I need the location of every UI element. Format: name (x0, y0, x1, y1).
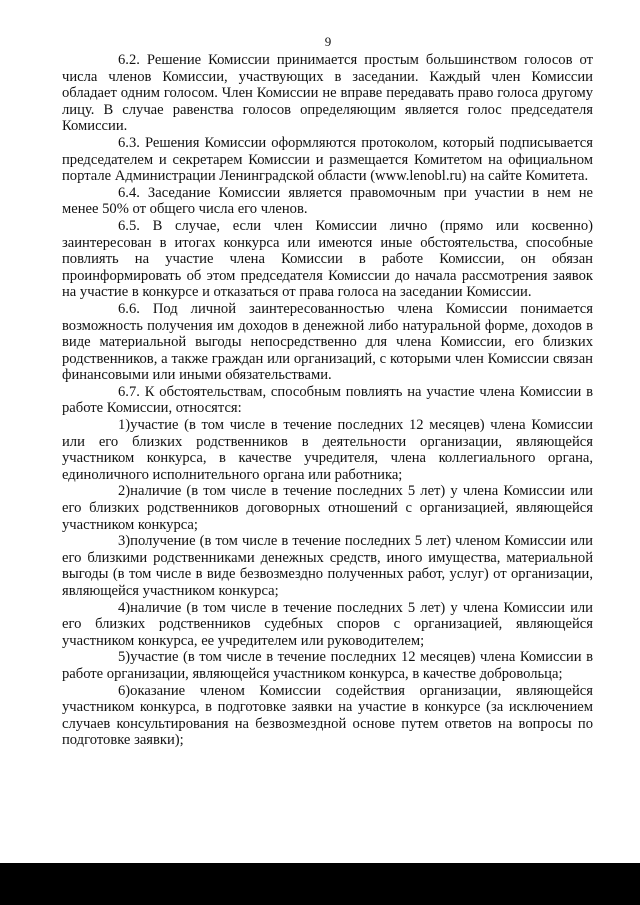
list-item-text: оказание членом Комиссии содействия организации, являющейся участником конкурса, в подготовке заявки на участие в конкурсе (за исключением случаев консультирования на безвозмездной основе путем ответов на вопросы по подготовке заявки); (62, 682, 593, 749)
paragraph-6-5 (62, 218, 593, 301)
list-item-number: 1) (118, 417, 131, 434)
paragraph-text: К обстоятельствам, способным повлиять на участие члена Комиссии в работе Комиссии, относятся: (62, 383, 593, 417)
list-item-text: наличие (в том числе в течение последних 5 лет) у члена Комиссии или его близких родственников договорных отношений с организацией, являющейся участником конкурса; (62, 483, 593, 533)
paragraph-6-3 (62, 135, 593, 185)
paragraph-text: Под личной заинтересованностью члена Комиссии понимается возможность получения им доходов в денежной либо натуральной форме, доходов в виде материальной выгоды непосредственно для члена Комиссии, его близких родственников, а также граждан или организаций, с которыми член Комиссии связан финансовыми или иными обязательствами. (62, 300, 593, 384)
list-item-number: 6) (118, 682, 131, 699)
paragraph-number: 6.5. (118, 217, 140, 234)
paragraph-6-7 (62, 384, 593, 417)
list-item (62, 533, 593, 599)
list-item (62, 483, 593, 533)
paragraph-number: 6.3. (118, 134, 140, 151)
list-item-text: участие (в том числе в течение последних 12 месяцев) члена Комиссии или его близких родственников в деятельности организации, являющейся участником конкурса, в качестве учредителя, члена коллегиального органа, единоличного исполнительного органа или работника; (62, 417, 593, 483)
list-item-number: 4) (118, 599, 131, 616)
paragraph-number: 6.6. (118, 300, 140, 317)
list-item-text: наличие (в том числе в течение последних 5 лет) у члена Комиссии или его близких родственников судебных споров с организацией, являющейся участником конкурса, ее учредителем или руководителем; (62, 599, 593, 649)
list-item (62, 417, 593, 483)
list-item (62, 600, 593, 650)
list-item (62, 683, 593, 749)
list-item-text: получение (в том числе в течение последних 5 лет) членом Комиссии или его близкими родственниками денежных средств, иного имущества, материальной выгоды (в том числе в виде безвозмездно полученных работ, услуг) от организации, являющейся участником конкурса; (62, 533, 593, 599)
paragraph-number: 6.2. (118, 52, 140, 68)
paragraph-text: Решения Комиссии оформляются протоколом, который подписывается председателем и секретарем Комиссии и размещается Комитетом на официальном портале Администрации Ленинградской области (www.lenobl.ru) на сайте Комитета. (62, 134, 593, 185)
paragraph-6-6 (62, 301, 593, 384)
list-item-number: 5) (118, 649, 131, 666)
list-item-number: 2) (118, 483, 131, 500)
paragraph-text: В случае, если член Комиссии лично (прямо или косвенно) заинтересован в итогах конкурса или имеются иные обстоятельства, способные повлиять на участие члена Комиссии в работе Комиссии, он обязан проинформировать об этом председателя Комиссии до начала рассмотрения заявок на участие в конкурсе и отказаться от права голоса на заседании Комиссии. (62, 217, 593, 301)
paragraph-6-4 (62, 185, 593, 218)
paragraph-number: 6.4. (118, 184, 140, 201)
list-item-text: участие (в том числе в течение последних 12 месяцев) члена Комиссии в работе организации, являющейся участником конкурса, в качестве добровольца; (62, 649, 593, 682)
page-number: 9 (324, 34, 332, 49)
list-item (62, 649, 593, 682)
document-body (62, 52, 593, 749)
list-item-number: 3) (118, 533, 131, 550)
scan-border-bar (0, 863, 640, 905)
paragraph-number: 6.7. (118, 383, 140, 400)
paragraph-text: Решение Комиссии принимается простым большинством голосов от числа членов Комиссии, участвующих в заседании. Каждый член Комиссии обладает одним голосом. Член Комиссии не вправе передавать право голоса другому лицу. В случае равенства голосов определяющим является голос председателя Комиссии. (62, 52, 593, 135)
paragraph-6-2 (62, 52, 593, 135)
paragraph-text: Заседание Комиссии является правомочным при участии в нем не менее 50% от общего числа его членов. (62, 184, 594, 218)
